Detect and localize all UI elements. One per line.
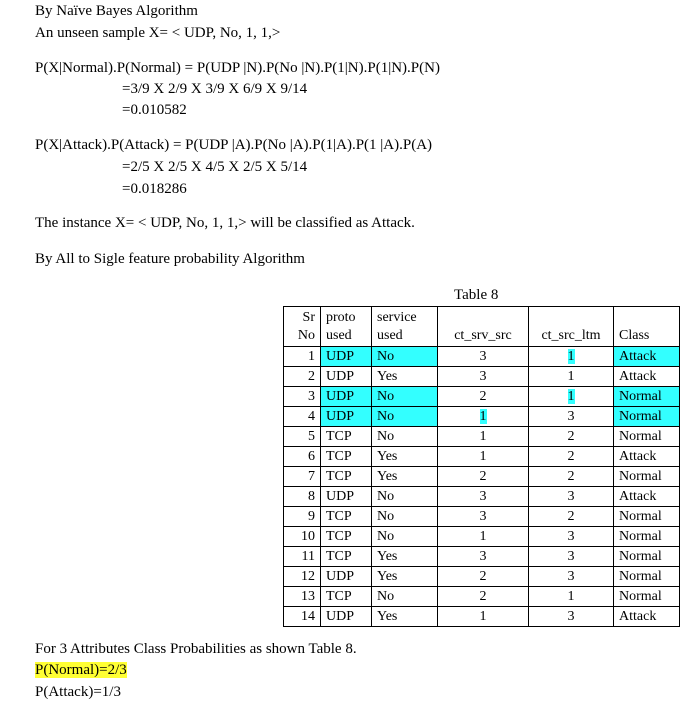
highlighted-value: 1 <box>567 349 575 364</box>
cell-proto: TCP <box>321 547 372 567</box>
cell-ct-src-ltm <box>529 387 614 407</box>
cell-class: Normal <box>614 387 680 407</box>
cell-ct-src-ltm: 1 <box>529 587 614 607</box>
table-row <box>284 527 680 547</box>
highlighted-value: 1 <box>567 389 575 404</box>
header-sr-line2: No <box>297 328 315 343</box>
header-service-line2: used <box>377 328 403 343</box>
classification-statement: The instance X= < UDP, No, 1, 1,> will be classified as Attack. <box>35 215 415 231</box>
cell-class: Attack <box>614 487 680 507</box>
cell-service: No <box>372 427 438 447</box>
cell-sr: 5 <box>284 427 321 447</box>
cell-ct-srv-src: 1 <box>438 427 529 447</box>
cell-ct-src-ltm: 3 <box>529 527 614 547</box>
cell-service: No <box>372 587 438 607</box>
table-row <box>284 507 680 527</box>
table-row <box>284 587 680 607</box>
cell-proto: UDP <box>321 387 372 407</box>
table-row <box>284 487 680 507</box>
cell-ct-srv-src: 2 <box>438 387 529 407</box>
cell-proto: TCP <box>321 507 372 527</box>
table-row <box>284 407 680 427</box>
header-service-line1: service <box>377 310 417 325</box>
cell-sr: 1 <box>284 347 321 367</box>
header-ct-srv-src: ct_srv_src <box>438 307 529 347</box>
cell-service: No <box>372 487 438 507</box>
table-header-row <box>284 307 680 347</box>
attack-probability-calculation: =2/5 X 2/5 X 4/5 X 2/5 X 5/14 <box>122 159 308 175</box>
cell-service: Yes <box>372 467 438 487</box>
cell-sr: 3 <box>284 387 321 407</box>
normal-probability-equation: P(X|Normal).P(Normal) = P(UDP |N).P(No |N).P(1|N).P(1|N).P(N) <box>35 60 440 76</box>
table-caption: Table 8 <box>454 287 499 303</box>
cell-class: Normal <box>614 507 680 527</box>
header-sr-line1: Sr <box>302 310 315 325</box>
cell-ct-src-ltm: 3 <box>529 567 614 587</box>
cell-ct-src-ltm: 3 <box>529 487 614 507</box>
cell-ct-srv-src: 3 <box>438 507 529 527</box>
header-proto-used <box>321 307 372 347</box>
header-service-used <box>372 307 438 347</box>
table-row <box>284 607 680 627</box>
table-row <box>284 347 680 367</box>
header-proto-line1: proto <box>326 310 356 325</box>
second-algorithm-heading: By All to Sigle feature probability Algorithm <box>35 251 305 267</box>
cell-proto: UDP <box>321 607 372 627</box>
cell-ct-src-ltm: 3 <box>529 407 614 427</box>
cell-proto: TCP <box>321 467 372 487</box>
cell-sr: 6 <box>284 447 321 467</box>
cell-service: No <box>372 407 438 427</box>
cell-ct-src-ltm: 2 <box>529 467 614 487</box>
header-class: Class <box>614 307 680 347</box>
table-row <box>284 387 680 407</box>
cell-class: Normal <box>614 407 680 427</box>
cell-class: Attack <box>614 607 680 627</box>
table-row <box>284 547 680 567</box>
cell-ct-src-ltm: 2 <box>529 507 614 527</box>
table-row <box>284 567 680 587</box>
cell-sr: 13 <box>284 587 321 607</box>
cell-ct-srv-src: 3 <box>438 547 529 567</box>
cell-ct-srv-src: 3 <box>438 367 529 387</box>
cell-sr: 11 <box>284 547 321 567</box>
cell-class: Attack <box>614 447 680 467</box>
table-row <box>284 467 680 487</box>
cell-sr: 4 <box>284 407 321 427</box>
p-normal-highlight: P(Normal)=2/3 <box>35 662 127 678</box>
cell-sr: 12 <box>284 567 321 587</box>
cell-ct-srv-src: 3 <box>438 487 529 507</box>
unseen-sample-line: An unseen sample X= < UDP, No, 1, 1,> <box>35 25 281 41</box>
header-ct-src-ltm: ct_src_ltm <box>529 307 614 347</box>
cell-service: No <box>372 387 438 407</box>
cell-ct-srv-src: 1 <box>438 527 529 547</box>
cell-ct-src-ltm: 1 <box>529 367 614 387</box>
cell-proto: UDP <box>321 367 372 387</box>
cell-class: Attack <box>614 347 680 367</box>
cell-ct-srv-src: 3 <box>438 347 529 367</box>
cell-sr: 9 <box>284 507 321 527</box>
highlighted-value: 1 <box>479 409 487 424</box>
cell-ct-src-ltm: 2 <box>529 447 614 467</box>
cell-class: Normal <box>614 527 680 547</box>
cell-sr: 8 <box>284 487 321 507</box>
cell-ct-src-ltm: 3 <box>529 547 614 567</box>
cell-ct-srv-src: 1 <box>438 447 529 467</box>
three-attributes-line: For 3 Attributes Class Probabilities as shown Table 8. <box>35 641 357 657</box>
cell-class: Normal <box>614 467 680 487</box>
cell-service: No <box>372 507 438 527</box>
cell-sr: 7 <box>284 467 321 487</box>
cell-proto: UDP <box>321 347 372 367</box>
cell-class: Normal <box>614 567 680 587</box>
cell-sr: 2 <box>284 367 321 387</box>
cell-ct-srv-src: 2 <box>438 467 529 487</box>
cell-ct-src-ltm: 3 <box>529 607 614 627</box>
p-normal-line <box>35 661 127 679</box>
normal-probability-result: =0.010582 <box>122 102 187 118</box>
table-row <box>284 367 680 387</box>
cell-ct-srv-src <box>438 407 529 427</box>
cell-ct-srv-src: 2 <box>438 567 529 587</box>
cell-service: Yes <box>372 367 438 387</box>
table-row <box>284 427 680 447</box>
cell-service: Yes <box>372 447 438 467</box>
attack-probability-result: =0.018286 <box>122 181 187 197</box>
cell-service: No <box>372 347 438 367</box>
cell-service: No <box>372 527 438 547</box>
p-attack-line: P(Attack)=1/3 <box>35 684 121 700</box>
cell-class: Normal <box>614 547 680 567</box>
cell-class: Attack <box>614 367 680 387</box>
cell-proto: UDP <box>321 487 372 507</box>
cell-ct-srv-src: 1 <box>438 607 529 627</box>
cell-sr: 10 <box>284 527 321 547</box>
cell-proto: TCP <box>321 527 372 547</box>
cell-ct-src-ltm <box>529 347 614 367</box>
header-sr-no <box>284 307 321 347</box>
cell-class: Normal <box>614 587 680 607</box>
cell-proto: TCP <box>321 427 372 447</box>
cell-proto: TCP <box>321 447 372 467</box>
title-naive-bayes: By Naïve Bayes Algorithm <box>35 3 198 19</box>
cell-class: Normal <box>614 427 680 447</box>
table-8 <box>283 306 680 627</box>
cell-service: Yes <box>372 547 438 567</box>
table-row <box>284 447 680 467</box>
cell-ct-src-ltm: 2 <box>529 427 614 447</box>
cell-service: Yes <box>372 607 438 627</box>
cell-sr: 14 <box>284 607 321 627</box>
cell-service: Yes <box>372 567 438 587</box>
cell-proto: UDP <box>321 407 372 427</box>
normal-probability-calculation: =3/9 X 2/9 X 3/9 X 6/9 X 9/14 <box>122 81 308 97</box>
cell-proto: TCP <box>321 587 372 607</box>
cell-proto: UDP <box>321 567 372 587</box>
attack-probability-equation: P(X|Attack).P(Attack) = P(UDP |A).P(No |A).P(1|A).P(1 |A).P(A) <box>35 137 433 153</box>
header-proto-line2: used <box>326 328 352 343</box>
cell-ct-srv-src: 2 <box>438 587 529 607</box>
